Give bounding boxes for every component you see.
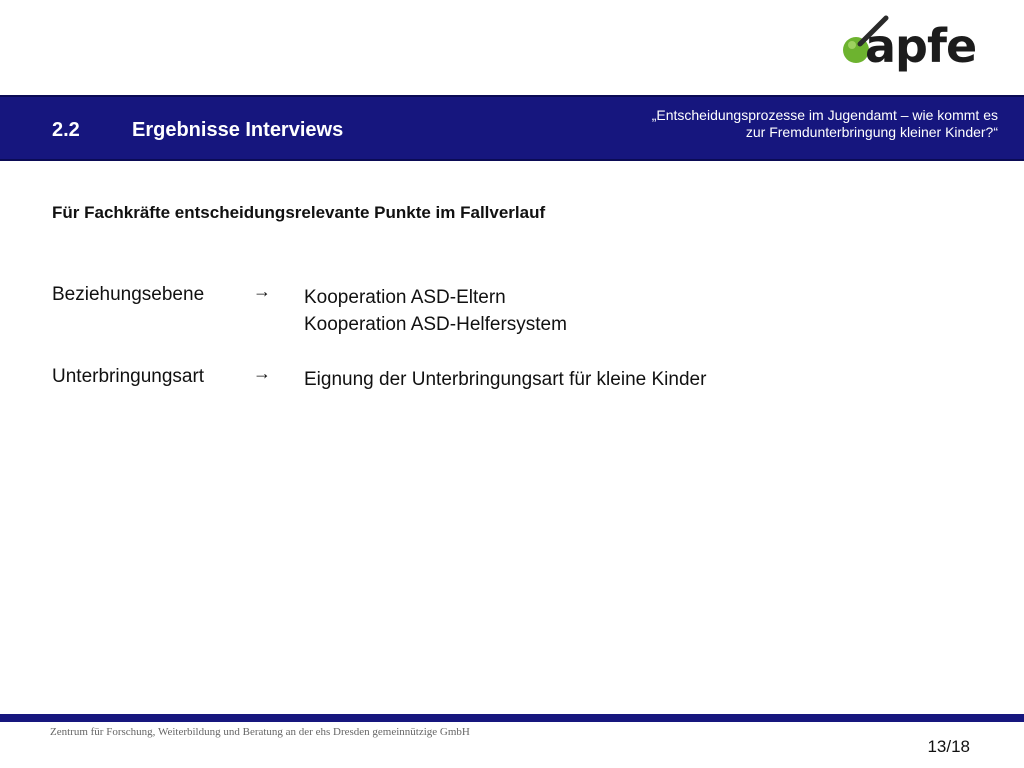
footer-band [0, 714, 1024, 722]
row-label: Unterbringungsart [52, 366, 205, 387]
quote-line-2: zur Fremdunterbringung kleiner Kinder?“ [745, 124, 998, 140]
row-value: Kooperation ASD-Helfersystem [304, 314, 567, 335]
row-values [304, 366, 706, 393]
row-label: Beziehungsebene [52, 284, 205, 305]
row-value: Kooperation ASD-Eltern [304, 287, 506, 308]
subheading: Für Fachkräfte entscheidungsrelevante Punkte im Fallverlauf [52, 203, 546, 222]
header-band [0, 95, 1024, 161]
arrow-icon: → [253, 363, 271, 383]
logo-text: apfe [865, 19, 977, 73]
section-title: Ergebnisse Interviews [132, 119, 344, 141]
apfe-logo [836, 14, 996, 80]
arrow-icon: → [253, 281, 271, 301]
row-values [304, 284, 567, 338]
page-number: 13/18 [927, 737, 970, 756]
footer-org-text: Zentrum für Forschung, Weiterbildung und Beratung an der ehs Dresden gemeinnützige GmbH [50, 726, 470, 738]
quote-line-1: „Entscheidungsprozesse im Jugendamt – wie kommt es [651, 107, 998, 123]
header-quote [578, 107, 998, 141]
row-value: Eignung der Unterbringungsart für kleine Kinder [304, 369, 707, 390]
section-number: 2.2 [52, 119, 80, 141]
